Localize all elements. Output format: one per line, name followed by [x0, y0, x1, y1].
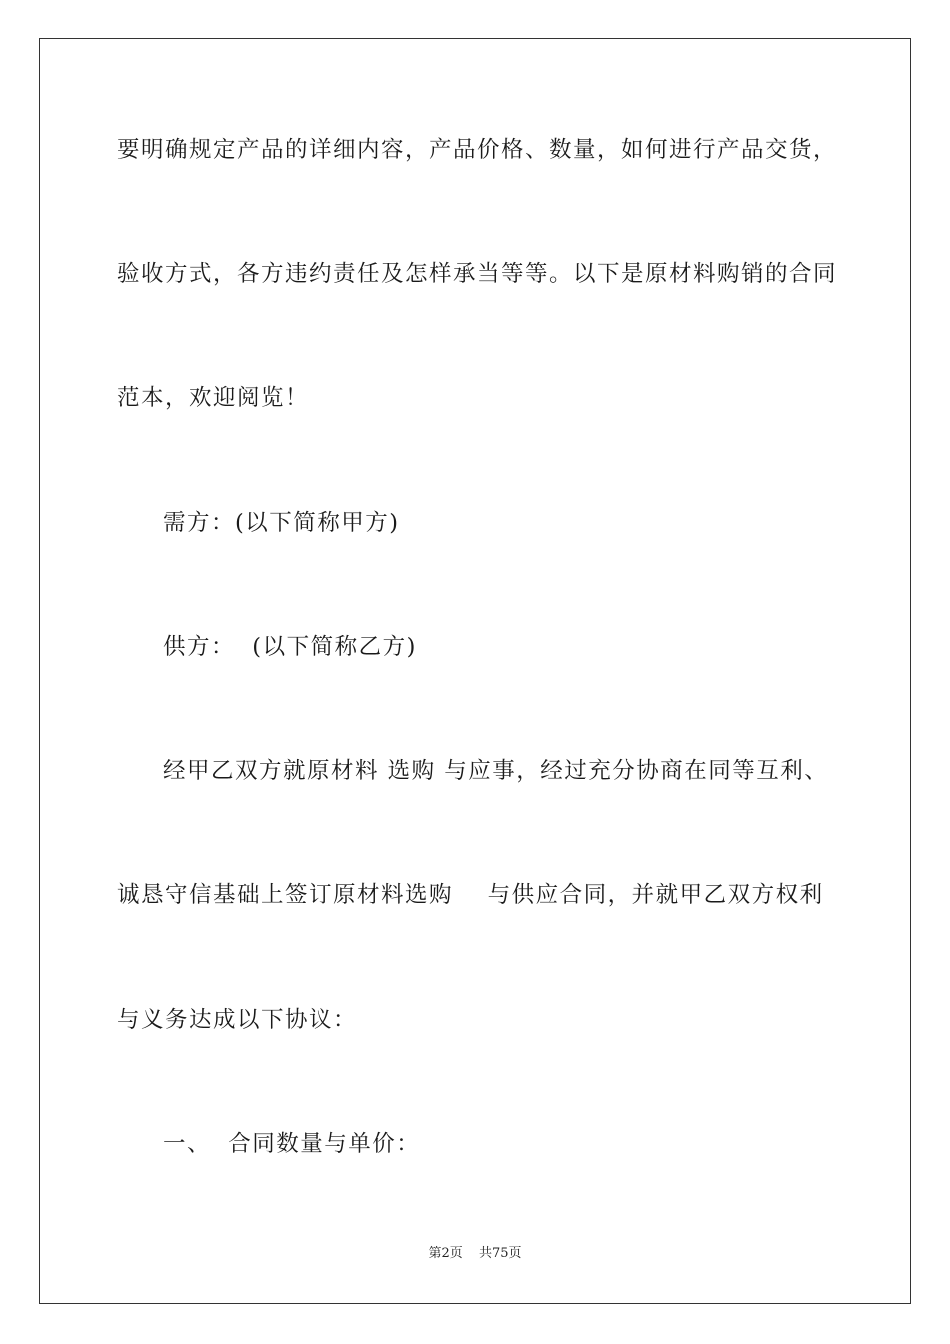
section-heading: 一、 合同数量与单价：	[163, 1131, 421, 1157]
page-border	[39, 38, 911, 1304]
page-total: 共75页	[478, 1246, 522, 1261]
page-footer	[0, 1245, 950, 1263]
body-text-line: 验收方式，各方违约责任及怎样承当等等。以下是原材料购销的合同	[117, 261, 838, 287]
body-text-line: 要明确规定产品的详细内容，产品价格、数量，如何进行产品交货，	[117, 137, 838, 163]
body-text-line: 诚恳守信基础上签订原材料选购 与供应合同，并就甲乙双方权利	[117, 882, 824, 908]
page-number: 第2页	[428, 1246, 463, 1261]
body-text-line: 范本，欢迎阅览！	[117, 385, 310, 411]
body-text-line: 经甲乙双方就原材料 选购 与应事，经过充分协商在同等互利、	[163, 758, 829, 784]
buyer-line: 需方：(以下简称甲方)	[163, 510, 400, 536]
supplier-line: 供方： (以下简称乙方)	[163, 634, 417, 660]
body-text-line: 与义务达成以下协议：	[117, 1007, 358, 1033]
